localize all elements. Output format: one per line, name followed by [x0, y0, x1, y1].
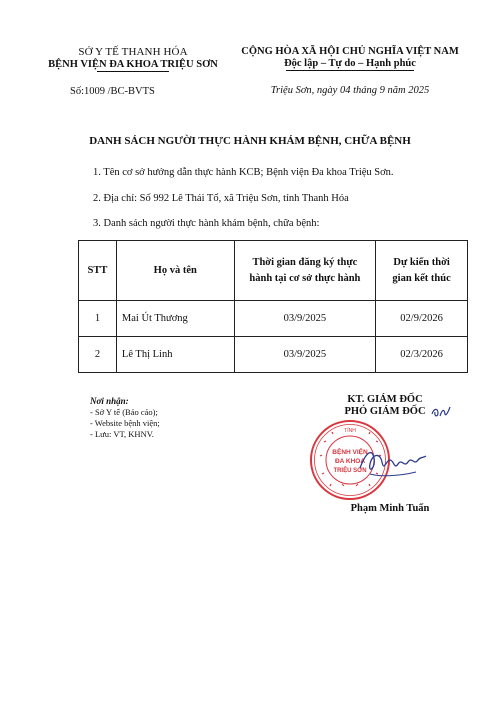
table-row [79, 337, 468, 373]
item-address: 2. Địa chỉ: Số 992 Lê Thái Tổ, xã Triệu Sơn, tỉnh Thanh Hóa [93, 193, 349, 204]
hospital-name: BỆNH VIỆN ĐA KHOA TRIỆU SƠN [48, 59, 218, 70]
header-expected-line2: gian kết thúc [392, 272, 451, 284]
header-name: Họ và tên [116, 241, 234, 301]
place-date: Triệu Sơn, ngày 04 tháng 9 năm 2025 [270, 85, 430, 96]
row-stt: 2 [79, 337, 117, 373]
initial-mark-icon [430, 404, 452, 420]
header-registered-line1: Thời gian đăng ký thực [252, 256, 358, 268]
header-stt: STT [79, 241, 117, 301]
row-name: Mai Út Thương [116, 301, 234, 337]
row-registered: 03/9/2025 [234, 337, 376, 373]
table-header-row [79, 241, 468, 301]
recipient-item: - Lưu: VT, KHNV. [90, 429, 154, 439]
recipients-label: Nơi nhận: [90, 396, 129, 406]
header-left [38, 46, 228, 97]
document-title: DANH SÁCH NGƯỜI THỰC HÀNH KHÁM BỆNH, CHỮA BỆNH [89, 135, 411, 147]
recipients-block [90, 396, 160, 440]
header-registered-line2: hành tại cơ sở thực hành [249, 272, 361, 284]
signer-role: PHÓ GIÁM ĐỐC [344, 406, 426, 417]
row-expected-end: 02/3/2026 [376, 337, 468, 373]
signing-authority: KT. GIÁM ĐỐC [347, 394, 423, 405]
practitioner-table [78, 240, 468, 373]
hospital-underline [97, 71, 169, 72]
agency-name: SỞ Y TẾ THANH HÓA [78, 46, 188, 58]
row-name: Lê Thị Linh [116, 337, 234, 373]
seal-text-line3: TRIỆU SƠN [333, 468, 367, 474]
row-expected-end: 02/9/2026 [376, 301, 468, 337]
table-row [79, 301, 468, 337]
motto-underline [286, 70, 414, 71]
document-number: Số:1009 /BC-BVTS [70, 86, 155, 97]
nation-name: CỘNG HÒA XÃ HỘI CHỦ NGHĨA VIỆT NAM [241, 46, 459, 57]
recipient-item: - Sở Y tế (Báo cáo); [90, 407, 158, 417]
header-right [232, 46, 468, 96]
handwritten-signature-icon [356, 444, 428, 484]
item-facility: 1. Tên cơ sở hướng dẫn thực hành KCB; Bệnh viện Đa khoa Triệu Sơn. [93, 167, 394, 178]
seal-text-line2: ĐA KHOA [334, 458, 366, 465]
row-stt: 1 [79, 301, 117, 337]
seal-text-line1: BỆNH VIỆN [332, 449, 368, 456]
header-expected-line1: Dự kiến thời [393, 256, 450, 268]
recipient-item: - Website bệnh viện; [90, 418, 160, 428]
national-motto: Độc lập – Tự do – Hạnh phúc [284, 58, 416, 69]
header-registered-time [234, 241, 376, 301]
signer-name: Phạm Minh Tuấn [350, 503, 430, 514]
item-list-heading: 3. Danh sách người thực hành khám bệnh, chữa bệnh: [93, 218, 320, 229]
seal-text-top: TỈNH [344, 428, 356, 434]
row-registered: 03/9/2025 [234, 301, 376, 337]
header-expected-end [376, 241, 468, 301]
